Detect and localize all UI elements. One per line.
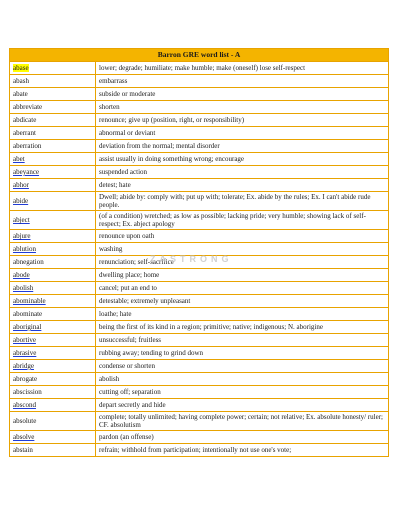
word-term: abominable [13, 297, 46, 305]
word-term: abstain [13, 446, 33, 454]
word-term: abdicate [13, 116, 37, 124]
table-row [10, 230, 389, 243]
word-cell [10, 269, 96, 282]
word-term: abject [13, 216, 30, 224]
word-term: abrogate [13, 375, 38, 383]
word-cell [10, 88, 96, 101]
word-term: abide [13, 197, 29, 205]
word-term: abortive [13, 336, 36, 344]
word-cell [10, 386, 96, 399]
table-row [10, 334, 389, 347]
word-cell [10, 140, 96, 153]
word-term: abash [13, 77, 29, 85]
word-term: abscission [13, 388, 42, 396]
word-term: abridge [13, 362, 34, 370]
word-cell [10, 431, 96, 444]
definition-cell: complete; totally unlimited; having complete power; certain; not relative; Ex. absolute honesty/ ruler; CF. absolutism [96, 412, 389, 431]
table-title-row [10, 49, 389, 62]
word-cell [10, 360, 96, 373]
word-cell [10, 347, 96, 360]
table-row [10, 211, 389, 230]
table-row [10, 153, 389, 166]
definition-cell: pardon (an offense) [96, 431, 389, 444]
word-cell [10, 179, 96, 192]
word-term: abjure [13, 232, 31, 240]
definition-cell: (of a condition) wretched; as low as possible; lacking pride; very humble; showing lack of self-respect; Ex. abject apology [96, 211, 389, 230]
word-cell [10, 127, 96, 140]
definition-cell: assist usually in doing something wrong; encourage [96, 153, 389, 166]
definition-cell: being the first of its kind in a region; primitive; native; indigenous; N. aborigine [96, 321, 389, 334]
word-cell [10, 114, 96, 127]
word-term: abnegation [13, 258, 44, 266]
word-cell [10, 192, 96, 211]
word-cell [10, 373, 96, 386]
definition-cell: rubbing away; tending to grind down [96, 347, 389, 360]
word-cell [10, 153, 96, 166]
table-row [10, 75, 389, 88]
word-term: abate [13, 90, 28, 98]
definition-cell: detest; hate [96, 179, 389, 192]
table-row [10, 88, 389, 101]
word-cell [10, 256, 96, 269]
table-row [10, 282, 389, 295]
table-row [10, 140, 389, 153]
definition-cell: abnormal or deviant [96, 127, 389, 140]
definition-cell: condense or shorten [96, 360, 389, 373]
word-term: abet [13, 155, 25, 163]
table-row [10, 243, 389, 256]
definition-cell: renounce upon oath [96, 230, 389, 243]
word-cell [10, 101, 96, 114]
table-row [10, 308, 389, 321]
word-list-body [10, 49, 389, 457]
word-term: abase [13, 64, 29, 72]
word-term: absolve [13, 433, 35, 441]
word-term: abominate [13, 310, 43, 318]
word-cell [10, 321, 96, 334]
table-row [10, 321, 389, 334]
table-row [10, 114, 389, 127]
word-term: aberrant [13, 129, 36, 137]
word-cell [10, 62, 96, 75]
word-cell [10, 399, 96, 412]
word-cell [10, 166, 96, 179]
definition-cell: unsuccessful; fruitless [96, 334, 389, 347]
word-cell [10, 444, 96, 457]
definition-cell: embarrass [96, 75, 389, 88]
table-row [10, 179, 389, 192]
definition-cell: detestable; extremely unpleasant [96, 295, 389, 308]
definition-cell: suspended action [96, 166, 389, 179]
table-row [10, 386, 389, 399]
definition-cell: abolish [96, 373, 389, 386]
word-term: abhor [13, 181, 29, 189]
definition-cell: washing [96, 243, 389, 256]
definition-cell: subside or moderate [96, 88, 389, 101]
word-cell [10, 334, 96, 347]
table-title: Barron GRE word list - A [10, 49, 389, 62]
definition-cell: lower; degrade; humiliate; make humble; make (oneself) lose self-respect [96, 62, 389, 75]
table-row [10, 166, 389, 179]
watermark-logo: ZASTRONG [150, 254, 233, 264]
table-row [10, 269, 389, 282]
word-term: abolish [13, 284, 34, 292]
table-row [10, 295, 389, 308]
definition-cell: renounce; give up (position, right, or responsibility) [96, 114, 389, 127]
definition-cell: refrain; withhold from participation; intentionally not use one's vote; [96, 444, 389, 457]
word-cell [10, 75, 96, 88]
definition-cell: cancel; put an end to [96, 282, 389, 295]
word-term: abrasive [13, 349, 37, 357]
table-row [10, 373, 389, 386]
definition-cell: renunciation; self-sacrifice [96, 256, 389, 269]
word-cell [10, 295, 96, 308]
word-cell [10, 282, 96, 295]
word-term: abbreviate [13, 103, 43, 111]
word-cell [10, 308, 96, 321]
table-row [10, 412, 389, 431]
word-term: aberration [13, 142, 42, 150]
table-row [10, 256, 389, 269]
word-cell [10, 243, 96, 256]
word-term: abeyance [13, 168, 40, 176]
table-row [10, 399, 389, 412]
table-row [10, 444, 389, 457]
definition-cell: loathe; hate [96, 308, 389, 321]
table-row [10, 192, 389, 211]
word-list-table [9, 48, 389, 457]
word-cell [10, 412, 96, 431]
table-row [10, 101, 389, 114]
word-term: ablution [13, 245, 36, 253]
table-row [10, 127, 389, 140]
table-row [10, 360, 389, 373]
word-term: aboriginal [13, 323, 42, 331]
definition-cell: dwelling place; home [96, 269, 389, 282]
definition-cell: cutting off; separation [96, 386, 389, 399]
table-row [10, 431, 389, 444]
table-row [10, 347, 389, 360]
definition-cell: shorten [96, 101, 389, 114]
table-row [10, 62, 389, 75]
word-cell [10, 230, 96, 243]
word-cell [10, 211, 96, 230]
word-term: abscond [13, 401, 36, 409]
word-term: absolute [13, 417, 37, 425]
definition-cell: Dwell; abide by: comply with; put up with; tolerate; Ex. abide by the rules; Ex. I can't abide rude people. [96, 192, 389, 211]
definition-cell: deviation from the normal; mental disorder [96, 140, 389, 153]
word-term: abode [13, 271, 30, 279]
definition-cell: depart secretly and hide [96, 399, 389, 412]
